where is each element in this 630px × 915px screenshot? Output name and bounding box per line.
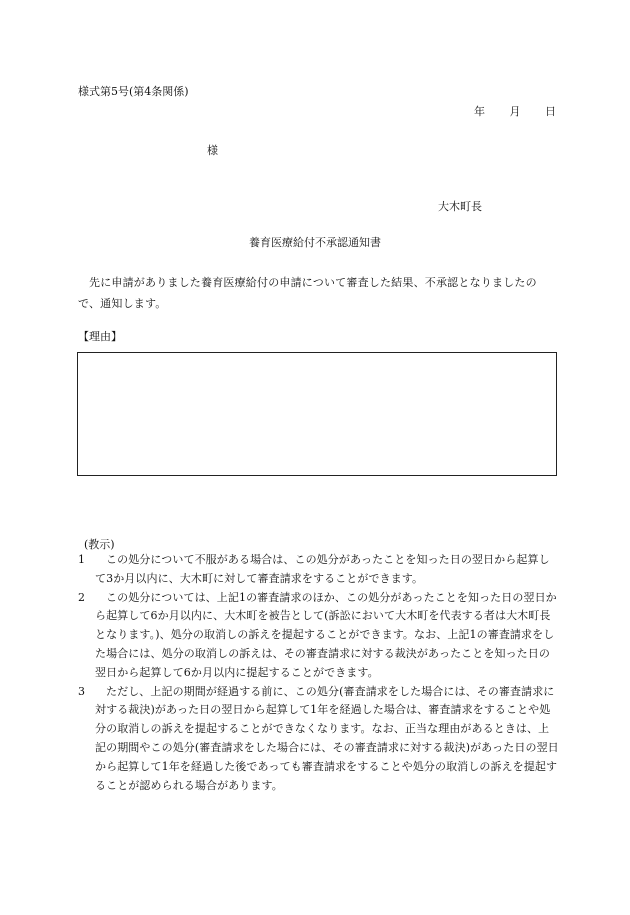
reason-box (77, 352, 557, 476)
instruction-heading: (教示) (84, 538, 115, 551)
date-year-label: 年 (474, 105, 485, 118)
note-number: 1 (78, 553, 85, 566)
addressee-suffix: 様 (207, 144, 218, 157)
note-number: 3 (78, 684, 85, 698)
issuer-name: 大木町長 (438, 200, 482, 213)
note-text: この処分について不服がある場合は、この処分があったことを知った日の翌日から起算して3か月以内に、大木町に対して審査請求をすることができます。 (95, 553, 550, 585)
note-text: ただし、上記の期間が経過する前に、この処分(審査請求をした場合には、その審査請求に対する裁決)があった日の翌日から起算して1年を経過した場合は、審査請求をすることや処分の取消しの訴えを提起することができなくなります。なお、正当な理由があるときは、上記の期間やこの処分(審査請求をした場合には、その審査請求に対する裁決)があった日の翌日から起算して1年を経過した後であっても審査請求をすることや処分の取消しの訴えを提起することが認められる場合があります。 (95, 684, 559, 792)
instruction-note (78, 551, 560, 589)
instruction-notes (78, 551, 560, 795)
instruction-note (78, 589, 560, 683)
note-text: この処分については、上記1の審査請求のほか、この処分があったことを知った日の翌日から起算して6か月以内に、大木町を被告として(訴訟において大木町を代表する者は大木町長となります。)、処分の取消しの訴えを提起することができます。なお、上記1の審査請求をした場合には、処分の取消しの訴えは、その審査請求に対する裁決があったことを知った日の翌日から起算して6か月以内に提起することができます。 (95, 590, 557, 679)
date-day-label: 日 (545, 105, 556, 118)
instruction-note (78, 683, 560, 796)
form-number: 様式第5号(第4条関係) (78, 85, 189, 98)
body-text: 先に申請がありました養育医療給付の申請について審査した結果、不承認となりましたので、通知します。 (78, 276, 537, 310)
note-number: 2 (78, 590, 85, 604)
date-month-label: 月 (509, 105, 521, 118)
reason-label: 【理由】 (78, 330, 122, 343)
date-line (474, 106, 556, 117)
document-title: 養育医療給付不承認通知書 (249, 236, 381, 249)
